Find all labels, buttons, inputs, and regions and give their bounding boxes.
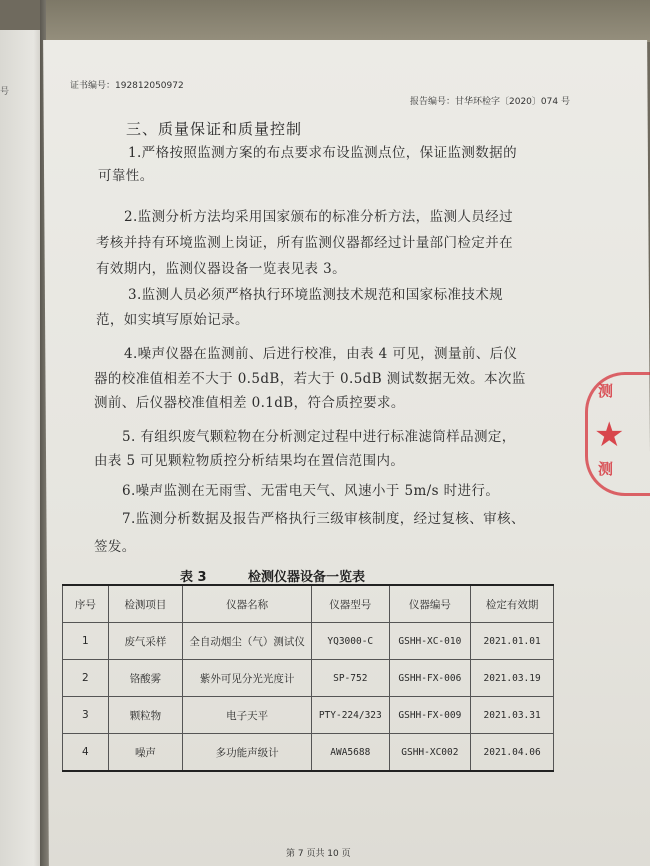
paragraph-2-line-3: 有效期内，监测仪器设备一览表见表 3。 bbox=[96, 261, 346, 277]
paragraph-7-line-2: 签发。 bbox=[94, 539, 136, 555]
paragraph-6-line-1: 6.噪声监测在无雨雪、无雷电天气、风速小于 5m/s 时进行。 bbox=[122, 483, 500, 499]
edge-char: 号 bbox=[0, 87, 10, 97]
paragraph-7-line-1: 7.监测分析数据及报告严格执行三级审核制度，经过复核、审核、 bbox=[122, 511, 525, 527]
paragraph-4-line-1: 4.噪声仪器在监测前、后进行校准，由表 4 可见，测量前、后仪 bbox=[124, 346, 518, 362]
column-header: 检测项目 bbox=[108, 585, 183, 623]
cell-item: 废气采样 bbox=[108, 623, 183, 660]
cell-item: 噪声 bbox=[108, 734, 183, 772]
paragraph-3-line-1: 3.监测人员必须严格执行环境监测技术规范和国家标准技术规 bbox=[128, 287, 504, 303]
cell-model: AWA5688 bbox=[312, 734, 389, 772]
section-title: 三、质量保证和质量控制 bbox=[126, 120, 303, 138]
paragraph-1-line-2: 可靠性。 bbox=[98, 168, 154, 184]
cell-instrument: 全自动烟尘（气）测试仪 bbox=[183, 623, 312, 660]
seal-char: 测 bbox=[598, 460, 614, 478]
seal-star-icon: ★ bbox=[594, 415, 625, 455]
table-row bbox=[63, 660, 554, 697]
certificate-number: 证书编号：192812050972 bbox=[70, 81, 184, 91]
paragraph-2-line-1: 2.监测分析方法均采用国家颁布的标准分析方法，监测人员经过 bbox=[124, 209, 513, 225]
cell-instrument: 紫外可见分光光度计 bbox=[183, 660, 312, 697]
cell-index: 3 bbox=[63, 697, 109, 734]
table-header-row bbox=[63, 585, 554, 623]
cell-valid-until: 2021.03.31 bbox=[471, 697, 554, 734]
paragraph-2-line-2: 考核并持有环境监测上岗证，所有监测仪器都经过计量部门检定并在 bbox=[96, 235, 513, 251]
cell-item: 铬酸雾 bbox=[108, 660, 183, 697]
column-header: 检定有效期 bbox=[471, 585, 554, 623]
column-header: 仪器编号 bbox=[389, 585, 471, 623]
cell-item: 颗粒物 bbox=[108, 697, 183, 734]
table-caption-title: 检测仪器设备一览表 bbox=[248, 570, 366, 585]
table-caption-label: 表 3 bbox=[180, 570, 207, 585]
cell-serial: GSHH-FX-006 bbox=[389, 660, 471, 697]
background-surface bbox=[46, 0, 650, 42]
cell-serial: GSHH-FX-009 bbox=[389, 697, 471, 734]
seal-char: 测 bbox=[598, 382, 614, 400]
instrument-table bbox=[62, 584, 554, 772]
table-row bbox=[63, 623, 554, 660]
cell-model: PTY-224/323 bbox=[312, 697, 389, 734]
paragraph-5-line-1: 5. 有组织废气颗粒物在分析测定过程中进行标准滤筒样品测定， bbox=[122, 429, 516, 445]
column-header: 序号 bbox=[63, 585, 109, 623]
cell-serial: GSHH-XC002 bbox=[389, 734, 471, 772]
paragraph-4-line-2: 器的校准值相差不大于 0.5dB，若大于 0.5dB 测试数据无效。本次监 bbox=[94, 371, 526, 387]
cell-index: 1 bbox=[63, 623, 109, 660]
cell-model: SP-752 bbox=[312, 660, 389, 697]
paragraph-4-line-3: 测前、后仪器校准值相差 0.1dB，符合质控要求。 bbox=[94, 395, 405, 411]
page-footer: 第 7 页共 10 页 bbox=[286, 849, 351, 859]
cell-valid-until: 2021.01.01 bbox=[471, 623, 554, 660]
cell-valid-until: 2021.03.19 bbox=[471, 660, 554, 697]
cell-index: 2 bbox=[63, 660, 109, 697]
cell-valid-until: 2021.04.06 bbox=[471, 734, 554, 772]
cell-serial: GSHH-XC-010 bbox=[389, 623, 471, 660]
cell-index: 4 bbox=[63, 734, 109, 772]
cell-instrument: 多功能声级计 bbox=[183, 734, 312, 772]
column-header: 仪器型号 bbox=[312, 585, 389, 623]
paragraph-1-line-1: 1.严格按照监测方案的布点要求布设监测点位，保证监测数据的 bbox=[128, 145, 517, 161]
cell-instrument: 电子天平 bbox=[183, 697, 312, 734]
report-number: 报告编号：甘华环检字〔2020〕074 号 bbox=[410, 97, 570, 107]
paragraph-3-line-2: 范，如实填写原始记录。 bbox=[96, 312, 249, 328]
table-row bbox=[63, 697, 554, 734]
paragraph-5-line-2: 由表 5 可见颗粒物质控分析结果均在置信范围内。 bbox=[94, 453, 405, 469]
cell-model: YQ3000-C bbox=[312, 623, 389, 660]
table-row bbox=[63, 734, 554, 772]
column-header: 仪器名称 bbox=[183, 585, 312, 623]
